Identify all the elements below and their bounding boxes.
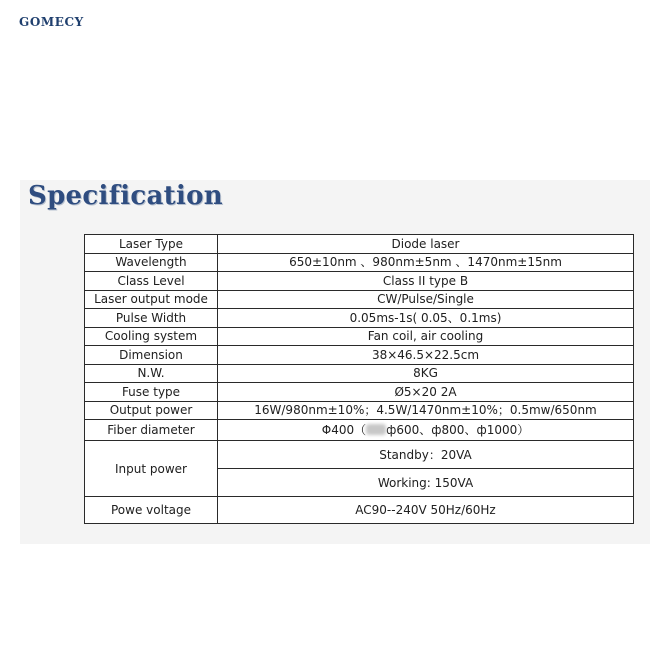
table-row — [85, 272, 634, 291]
spec-label: Laser output mode — [85, 290, 218, 309]
spec-label: Laser Type — [85, 235, 218, 254]
spec-value: Ø5×20 2A — [218, 383, 634, 402]
table-row — [85, 253, 634, 272]
table-row — [85, 346, 634, 365]
table-row — [85, 235, 634, 254]
spec-label: Fiber diameter — [85, 420, 218, 441]
table-row — [85, 309, 634, 328]
table-row — [85, 401, 634, 420]
brand-logo: GOMECY — [19, 15, 84, 29]
table-row — [85, 364, 634, 383]
spec-value: Diode laser — [218, 235, 634, 254]
blurred-text-overlay — [366, 424, 386, 435]
page-title: Specification — [28, 181, 223, 211]
table-row — [85, 327, 634, 346]
spec-value-standby: Standby：20VA — [218, 441, 634, 469]
spec-table — [84, 234, 634, 524]
spec-value: 8KG — [218, 364, 634, 383]
spec-value: 0.05ms-1s( 0.05、0.1ms) — [218, 309, 634, 328]
spec-value-working: Working: 150VA — [218, 469, 634, 497]
table-row — [85, 420, 634, 441]
spec-label: Powe voltage — [85, 497, 218, 524]
spec-value: AC90--240V 50Hz/60Hz — [218, 497, 634, 524]
spec-value: Class II type B — [218, 272, 634, 291]
spec-label: N.W. — [85, 364, 218, 383]
spec-label: Dimension — [85, 346, 218, 365]
spec-value: 38×46.5×22.5cm — [218, 346, 634, 365]
spec-label: Pulse Width — [85, 309, 218, 328]
table-row — [85, 441, 634, 469]
spec-label: Class Level — [85, 272, 218, 291]
table-row — [85, 497, 634, 524]
table-row — [85, 383, 634, 402]
spec-value: 16W/980nm±10%；4.5W/1470nm±10%；0.5mw/650nm — [218, 401, 634, 420]
spec-label: Cooling system — [85, 327, 218, 346]
spec-value: Fan coil, air cooling — [218, 327, 634, 346]
spec-label: Output power — [85, 401, 218, 420]
spec-value: CW/Pulse/Single — [218, 290, 634, 309]
spec-value — [218, 420, 634, 441]
spec-label: Input power — [85, 441, 218, 497]
spec-value: 650±10nm 、980nm±5nm 、1470nm±15nm — [218, 253, 634, 272]
spec-label: Wavelength — [85, 253, 218, 272]
spec-value-suffix: ф600、ф800、ф1000） — [386, 423, 530, 437]
spec-label: Fuse type — [85, 383, 218, 402]
spec-value-prefix: Φ400（ — [321, 423, 367, 437]
table-row — [85, 290, 634, 309]
